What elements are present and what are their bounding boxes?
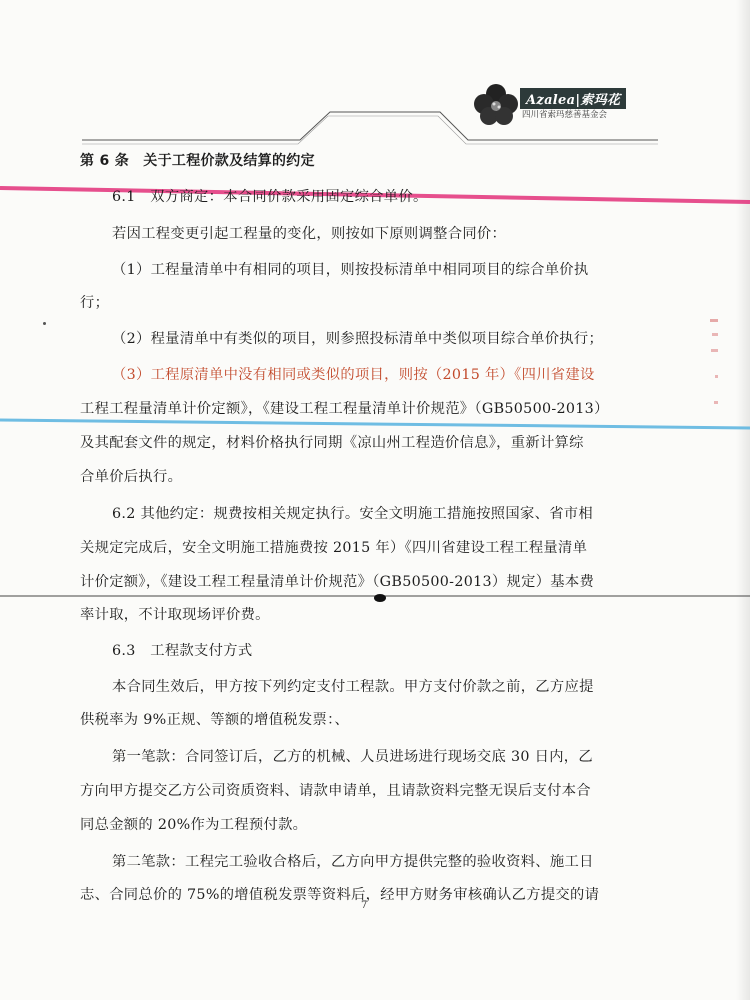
flower-icon: [470, 80, 522, 128]
text-line: 关规定完成后，安全文明施工措施费按 2015 年）《四川省建设工程工程量清单: [80, 540, 588, 556]
section-heading: 6.3 工程款支付方式: [112, 643, 253, 659]
text-line: （1）工程量清单中有相同的项目，则按投标清单中相同项目的综合单价执: [112, 262, 589, 278]
text-line: 6.1 双方商定：本合同价款采用固定综合单价。: [112, 189, 428, 205]
text-line: 及其配套文件的规定，材料价格执行同期《凉山州工程造价信息》，重新计算综: [80, 435, 584, 451]
azalea-logo: [470, 80, 640, 128]
text-line: 同总金额的 20%作为工程预付款。: [80, 817, 308, 833]
blue-scan-line: [0, 418, 750, 432]
text-line: （2）程量清单中有类似的项目，则参照投标清单中类似项目综合单价执行；: [112, 331, 604, 347]
text-line: 行；: [80, 295, 110, 311]
text-line: 率计取，不计取现场评价费。: [80, 607, 270, 623]
text-line: 工程工程量清单计价定额》，《建设工程工程量清单计价规范》（GB50500-2013）: [80, 401, 609, 417]
logo-brand-text: Azalea|索玛花: [520, 88, 626, 109]
text-line: 本合同生效后，甲方按下列约定支付工程款。甲方支付价款之前，乙方应提: [112, 679, 594, 695]
text-line: 方向甲方提交乙方公司资质资料、请款申请单，且请款资料完整无误后支付本合: [80, 783, 591, 799]
margin-stamp-marks: [706, 315, 726, 415]
text-line: 若因工程变更引起工程量的变化，则按如下原则调整合同价：: [112, 226, 507, 242]
text-line: 合单价后执行。: [80, 469, 183, 485]
text-line: 志、合同总价的 75%的增值税发票等资料后，经甲方财务审核确认乙方提交的请: [80, 887, 600, 903]
text-line: 计价定额》，《建设工程工程量清单计价规范》（GB50500-2013）规定）基本费: [80, 574, 595, 590]
page-number: 7: [361, 900, 368, 911]
logo-org-text: 四川省索玛慈善基金会: [522, 110, 608, 120]
text-line: 第一笔款：合同签订后，乙方的机械、人员进场进行现场交底 30 日内，乙: [112, 749, 593, 765]
text-line: 第二笔款：工程完工验收合格后，乙方向甲方提供完整的验收资料、施工日: [112, 854, 594, 870]
text-line: 供税率为 9%正规、等额的增值税发票：、: [80, 712, 350, 728]
article-heading: 第 6 条 关于工程价款及结算的约定: [80, 153, 315, 169]
text-line: 6.2 其他约定：规费按相关规定执行。安全文明施工措施按照国家、省市相: [112, 506, 593, 522]
text-line-highlighted: （3）工程原清单中没有相同或类似的项目，则按（2015 年）《四川省建设: [112, 367, 595, 383]
scan-speck: [43, 322, 46, 325]
